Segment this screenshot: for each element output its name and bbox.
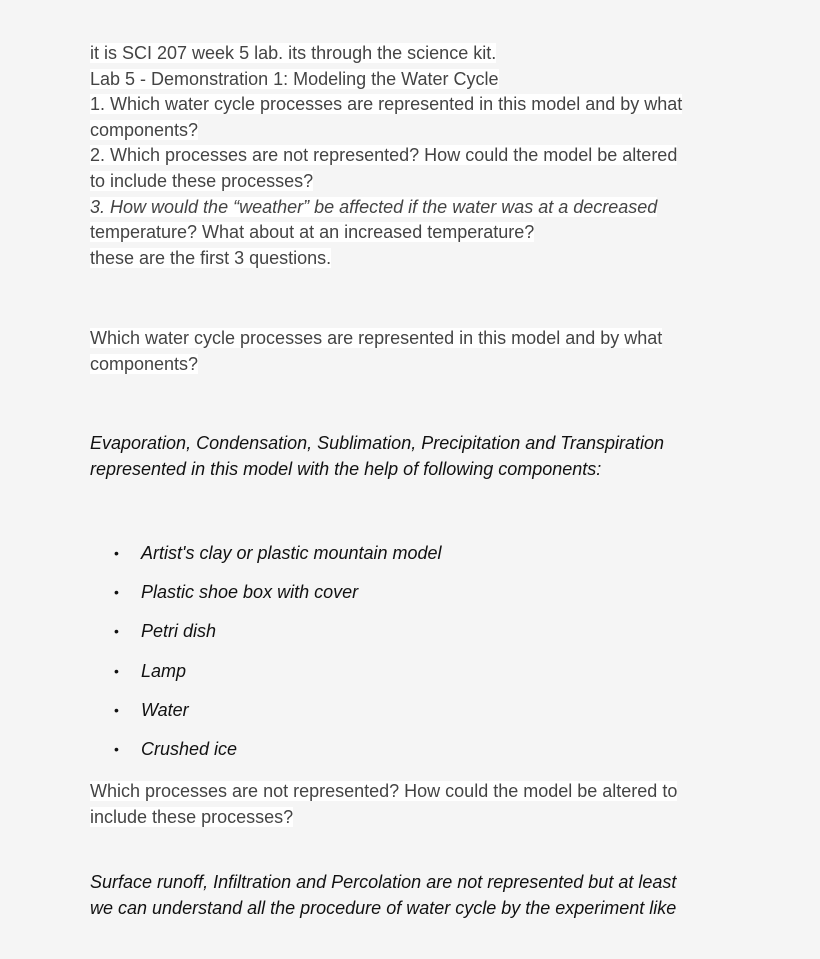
intro-line: 2. Which processes are not represented? How could the model be altered xyxy=(90,145,678,166)
components-list xyxy=(90,538,690,773)
intro-line: 1. Which water cycle processes are represented in this model and by what xyxy=(90,94,683,115)
bullet-icon: • xyxy=(114,701,119,718)
list-item: • Plastic shoe box with cover xyxy=(90,577,690,616)
list-item: • Water xyxy=(90,695,690,734)
answer-2: Surface runoff, Infiltration and Percolation are not represented but at least we can understand all the procedure of water cycle by the experiment like xyxy=(90,872,677,918)
intro-line: components? xyxy=(90,119,199,140)
question-2: Which processes are not represented? How could the model be altered to include these processes? xyxy=(90,781,678,827)
intro-text xyxy=(90,41,740,271)
intro-q3-italic: 3. How would the “weather” be affected if the water was at a decreased xyxy=(90,196,658,217)
list-item: • Crushed ice xyxy=(90,734,690,773)
bullet-icon: • xyxy=(114,740,119,757)
bullet-icon: • xyxy=(114,662,119,679)
bullet-icon: • xyxy=(114,545,119,561)
intro-line: Lab 5 - Demonstration 1: Modeling the Water Cycle xyxy=(90,68,499,89)
question-1: Which water cycle processes are represented in this model and by what components? xyxy=(90,328,663,374)
intro-closing: these are the first 3 questions. xyxy=(90,247,332,268)
intro-line: to include these processes? xyxy=(90,170,314,191)
intro-q3-continuation: temperature? What about at an increased temperature? xyxy=(90,222,535,243)
list-item: • Petri dish xyxy=(90,616,690,655)
list-item: • Artist's clay or plastic mountain model xyxy=(90,538,690,577)
intro-line: it is SCI 207 week 5 lab. its through the science kit. xyxy=(90,43,497,63)
answer-1: Evaporation, Condensation, Sublimation, Precipitation and Transpiration represented in this model with the help of following components: xyxy=(90,433,665,479)
bullet-icon: • xyxy=(114,584,119,601)
list-item: • Lamp xyxy=(90,656,690,695)
bullet-icon: • xyxy=(114,623,119,640)
